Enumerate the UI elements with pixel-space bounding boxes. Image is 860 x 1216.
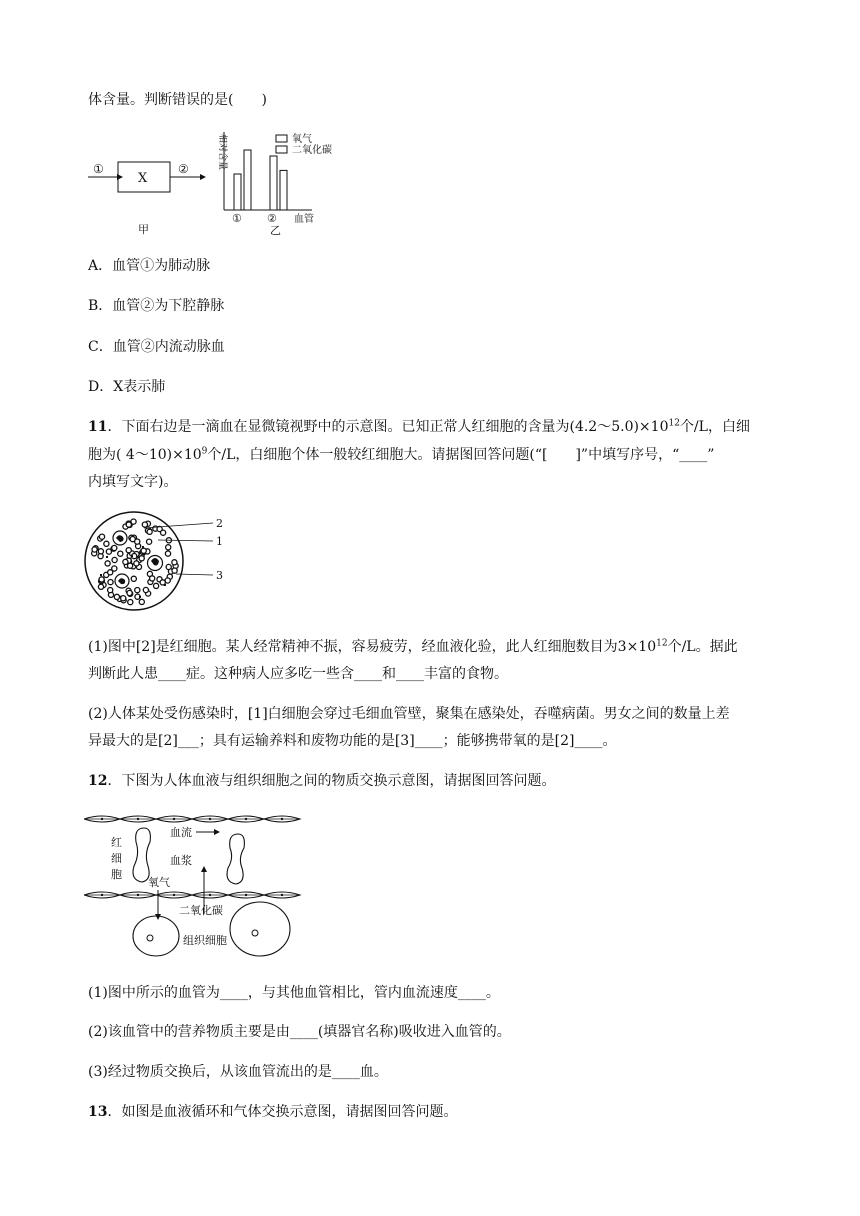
q11-exp-1: 12 <box>668 418 680 429</box>
q11-stem-text-a: ．下面右边是一滴血在显微镜视野中的示意图。已知正常人红细胞的含量为(4.2～5.0)×10 <box>107 419 669 435</box>
legend-oxygen-label: 氧气 <box>292 134 312 145</box>
bar-chart <box>217 132 332 237</box>
red-blood-cell <box>105 561 110 566</box>
oxygen-label: 氧气 <box>148 876 170 889</box>
red-blood-cell <box>154 583 159 588</box>
red-blood-cell <box>123 559 128 564</box>
legend-oxygen-swatch <box>276 135 287 142</box>
red-blood-cell <box>135 539 140 544</box>
red-blood-cell <box>98 549 103 554</box>
q10-figure <box>86 126 366 238</box>
x-tick-2: ② <box>267 212 277 225</box>
red-blood-cell <box>114 594 119 599</box>
x-tick-1: ① <box>232 212 242 225</box>
tissue-cell-left <box>133 916 179 956</box>
tissue-cell-label: 组织细胞 <box>183 934 227 947</box>
q10-option-d: D．X表示肺 <box>88 379 166 395</box>
q13-number: 13 <box>88 1104 108 1120</box>
plasma-label: 血浆 <box>170 854 192 867</box>
red-blood-cell <box>139 556 144 561</box>
legend-co2-label: 二氧化碳 <box>292 145 332 156</box>
q11-blood-smear-figure <box>84 508 244 618</box>
red-blood-cell <box>126 522 131 527</box>
red-blood-cell <box>118 551 123 556</box>
x-axis-label: 血管 <box>294 214 314 225</box>
q11-stem-line1 <box>88 417 750 437</box>
red-blood-cell <box>172 560 177 565</box>
capillary-wall-bottom <box>84 892 300 898</box>
red-blood-cell <box>127 590 132 595</box>
red-blood-cell <box>165 551 170 556</box>
red-cell-label-2: 细 <box>111 852 122 865</box>
caption-yi: 乙 <box>270 224 281 237</box>
q11-stem-text-c: 胞为( 4～10)×10 <box>88 447 202 463</box>
red-blood-cell <box>141 548 146 553</box>
q11-number: 11 <box>88 419 108 435</box>
red-blood-cell <box>143 587 148 592</box>
q11-part2-line1: (2)人体某处受伤感染时，[1]白细胞会穿过毛细血管壁，聚集在感染处，吞噬病菌。男女之间的数量上差 <box>88 706 730 722</box>
q12-part1: (1)图中所示的血管为____，与其他血管相比，管内血流速度____。 <box>88 985 500 1001</box>
q11-part2-line2: 异最大的是[2]___；具有运输养料和废物功能的是[3]____；能够携带氧的是[2]____。 <box>88 733 617 749</box>
q11-stem-text-d: 个/L，白细胞个体一般较红细胞大。请据图回答问题(“[ ]”中填写序号，“____” <box>207 447 715 463</box>
q11-stem-text-b: 个/L，白细 <box>679 419 750 435</box>
red-blood-cell <box>112 566 117 571</box>
label-1: 1 <box>216 535 223 548</box>
q11-p1-text-a: (1)图中[2]是红细胞。某人经常精神不振，容易疲劳，经血液化验，此人红细胞数目为3×10 <box>88 639 657 655</box>
red-blood-cell <box>147 539 152 544</box>
red-blood-cell <box>161 530 166 535</box>
label-2: 2 <box>216 517 223 530</box>
co2-label: 二氧化碳 <box>179 904 223 917</box>
bar-oxygen-2 <box>270 156 277 210</box>
q13-stem <box>88 1102 457 1122</box>
red-blood-cell <box>112 557 117 562</box>
red-blood-cell <box>166 545 171 550</box>
q11-part1-line1 <box>88 637 738 657</box>
red-blood-cell <box>126 548 131 553</box>
q11-p1-text-b: 个/L。据此 <box>667 639 738 655</box>
input-vessel-label: ① <box>93 162 104 176</box>
red-blood-cell <box>112 545 117 550</box>
red-blood-cell <box>108 588 113 593</box>
red-blood-cell <box>98 584 103 589</box>
capillary-wall-top <box>84 816 300 822</box>
red-blood-cell-right <box>227 834 244 884</box>
q12-number: 12 <box>88 773 108 789</box>
red-blood-cell <box>108 580 113 585</box>
q10-stem-tail: 体含量。判断错误的是( ) <box>88 92 267 108</box>
red-blood-cell <box>134 561 139 566</box>
q13-stem-text: ．如图是血液循环和气体交换示意图，请据图回答问题。 <box>107 1104 458 1120</box>
q11-p1-exp: 12 <box>656 638 668 649</box>
bar-co2-2 <box>280 170 287 210</box>
red-blood-cell <box>92 547 97 552</box>
red-blood-cell <box>139 599 144 604</box>
red-blood-cell <box>128 563 133 568</box>
red-blood-cell <box>147 529 152 534</box>
organ-x-label: X <box>138 171 148 186</box>
red-blood-cell-left <box>133 828 150 882</box>
q10-option-c: C．血管②内流动脉血 <box>88 339 225 355</box>
red-cell-label-3: 胞 <box>111 868 122 881</box>
red-blood-cell <box>99 534 104 539</box>
q11-part1-line2: 判断此人患____症。这种病人应多吃一些含____和____丰富的食物。 <box>88 666 508 682</box>
red-blood-cell <box>131 576 136 581</box>
tissue-cell-right <box>230 902 290 956</box>
output-vessel-label: ② <box>178 162 189 176</box>
red-blood-cell <box>135 588 140 593</box>
q11-exp-2: 9 <box>201 446 208 457</box>
red-blood-cell <box>121 596 126 601</box>
red-blood-cell <box>128 600 133 605</box>
red-blood-cell <box>99 577 104 582</box>
label-3: 3 <box>216 569 223 582</box>
red-blood-cell <box>172 568 177 573</box>
bar-co2-1 <box>244 150 251 210</box>
q11-stem-line2 <box>88 445 714 465</box>
microscope-field <box>85 512 183 610</box>
q12-part3: (3)经过物质交换后，从该血管流出的是____血。 <box>88 1064 388 1080</box>
red-cell-label-1: 红 <box>111 836 122 849</box>
q11-stem-line3: 内填写文字)。 <box>88 474 178 490</box>
red-blood-cell <box>142 522 147 527</box>
red-blood-cell <box>150 576 155 581</box>
legend-co2-swatch <box>276 146 287 153</box>
q12-stem <box>88 771 555 791</box>
bar-oxygen-1 <box>234 174 241 210</box>
red-blood-cell <box>104 541 109 546</box>
q10-option-b: B．血管②为下腔静脉 <box>88 298 225 314</box>
q12-stem-text: ．下图为人体血液与组织细胞之间的物质交换示意图，请据图回答问题。 <box>107 773 556 789</box>
q10-option-a: A．血管①为肺动脉 <box>88 258 211 274</box>
blood-flow-label: 血流 <box>170 826 192 839</box>
caption-jia: 甲 <box>138 223 149 236</box>
y-axis-label: 相对含量 <box>217 134 227 171</box>
q12-capillary-figure <box>84 810 304 960</box>
q12-part2: (2)该血管中的营养物质主要是由____(填器官名称)吸收进入血管的。 <box>88 1024 511 1040</box>
